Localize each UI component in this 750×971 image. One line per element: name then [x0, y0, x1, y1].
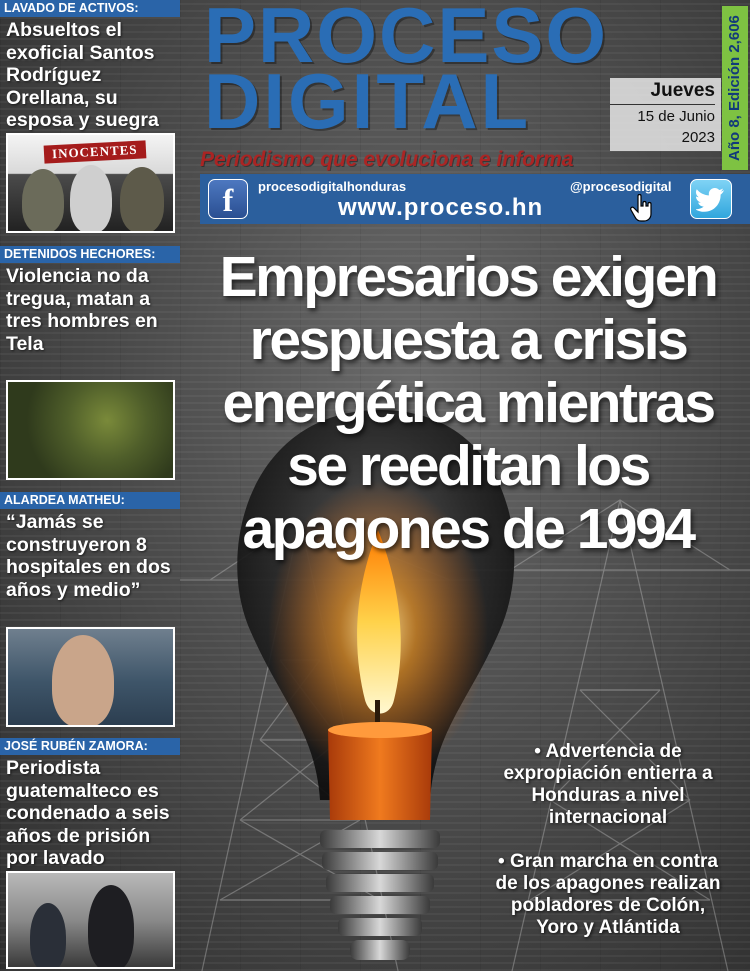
sidebar-photo-journalist[interactable]	[6, 871, 175, 969]
date-day: Jueves	[610, 80, 715, 105]
masthead-logo	[204, 0, 609, 145]
edition-badge: Año 8, Edición 2,606	[722, 6, 748, 170]
sidebar-headline[interactable]: “Jamás se construyeron 8 hospitales en dos años y medio”	[6, 511, 171, 601]
section-label: DETENIDOS HECHORES:	[0, 246, 180, 263]
date-year: 2023	[681, 129, 715, 146]
person-silhouette	[52, 635, 114, 727]
sidebar-headline[interactable]: Absueltos el exoficial Santos Rodríguez Orellana, su esposa y suegra	[6, 19, 159, 131]
person-silhouette	[120, 167, 164, 233]
person-silhouette	[30, 903, 66, 969]
twitter-icon[interactable]	[690, 179, 732, 219]
bullet-point[interactable]: • Gran marcha en contra de los apagones realizan pobladores de Colón, Yoro y Atlántida	[495, 851, 721, 938]
section-label: JOSÉ RUBÉN ZAMORA:	[0, 738, 180, 755]
masthead-title-line1: PROCESO	[204, 0, 609, 79]
inocentes-stamp: INOCENTES	[44, 140, 146, 163]
hand-cursor-icon	[630, 194, 654, 222]
website-link[interactable]: www.proceso.hn	[338, 194, 544, 221]
sidebar-headline[interactable]: Periodista guatemalteco es condenado a seis años de prisión por lavado	[6, 757, 170, 869]
date-full: 15 de Junio	[637, 108, 715, 125]
main-headline[interactable]: Empresarios exigen respuesta a crisis energética mientras se reeditan los apagones de 1994	[219, 245, 717, 561]
person-silhouette	[70, 165, 112, 233]
masthead-tagline: Periodismo que evoluciona e informa	[200, 148, 574, 171]
date-box	[610, 78, 721, 151]
sidebar-photo-acquitted[interactable]	[6, 133, 175, 233]
bullet-point[interactable]: • Advertencia de expropiación entierra a Honduras a nivel internacional	[503, 741, 713, 828]
person-silhouette	[22, 169, 64, 233]
sidebar-photo-official[interactable]	[6, 627, 175, 727]
twitter-username[interactable]: @procesodigital	[570, 179, 672, 194]
person-silhouette	[88, 885, 134, 969]
masthead-title-line2: DIGITAL	[204, 57, 532, 145]
sidebar-headline[interactable]: Violencia no da tregua, matan a tres hombres en Tela	[6, 265, 158, 355]
social-bar	[200, 174, 750, 224]
section-label: ALARDEA MATHEU:	[0, 492, 180, 509]
sidebar-news-column	[0, 0, 180, 971]
facebook-username[interactable]: procesodigitalhonduras	[258, 179, 407, 194]
facebook-icon[interactable]: f	[208, 179, 248, 219]
sidebar-photo-crime-scene[interactable]	[6, 380, 175, 480]
section-label: LAVADO DE ACTIVOS:	[0, 0, 180, 17]
